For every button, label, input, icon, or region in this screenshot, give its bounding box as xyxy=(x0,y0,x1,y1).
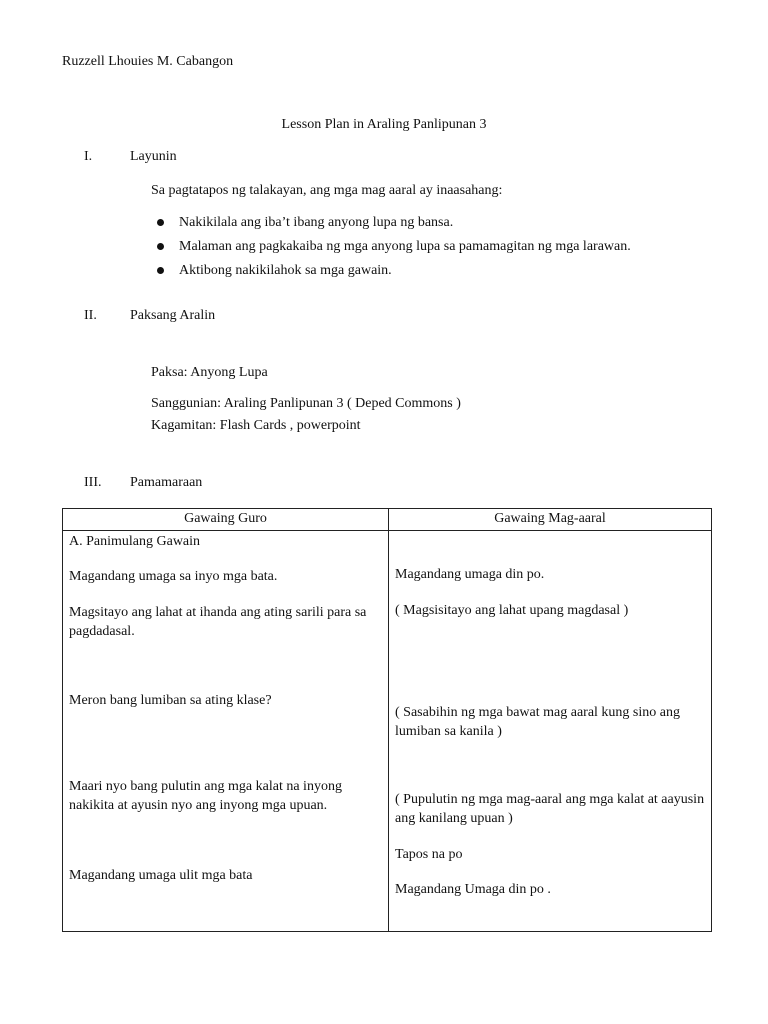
section-1-numeral: I. xyxy=(84,149,93,164)
teacher-line: Meron bang lumiban sa ating klase? xyxy=(69,693,272,708)
objectives-intro: Sa pagtatapos ng talakayan, ang mga mag aaral ay inaasahang: xyxy=(151,183,503,198)
section-3-numeral: III. xyxy=(84,475,102,490)
author-name: Ruzzell Lhouies M. Cabangon xyxy=(62,54,234,69)
header-teacher: Gawaing Guro xyxy=(63,509,389,531)
table-row xyxy=(63,531,712,932)
section-1-title: Layunin xyxy=(130,149,177,164)
teacher-line: Magsitayo ang lahat at ihanda ang ating sarili para sa pagdadasal. xyxy=(69,605,367,639)
objective-item: Nakikilala ang iba’t ibang anyong lupa ng bansa. xyxy=(157,214,631,238)
section-2-title: Paksang Aralin xyxy=(130,308,216,323)
student-line: Magandang Umaga din po . xyxy=(395,882,551,897)
section-3-title: Pamamaraan xyxy=(130,475,203,490)
subject-sanggunian: Sanggunian: Araling Panlipunan 3 ( Deped Commons ) xyxy=(151,396,461,411)
table-header-row xyxy=(63,509,712,531)
teacher-line: Magandang umaga ulit mga bata xyxy=(69,868,253,883)
procedure-table xyxy=(62,508,712,932)
teacher-line: A. Panimulang Gawain xyxy=(69,534,201,549)
student-line: Tapos na po xyxy=(395,847,463,862)
objective-item: Malaman ang pagkakaiba ng mga anyong lupa sa pamamagitan ng mga larawan. xyxy=(157,238,631,262)
objective-item: Aktibong nakikilahok sa mga gawain. xyxy=(157,262,631,286)
student-line: ( Pupulutin ng mga mag-aaral ang mga kalat at aayusin ang kanilang upuan ) xyxy=(395,792,705,826)
subject-paksa: Paksa: Anyong Lupa xyxy=(151,365,268,380)
section-2-numeral: II. xyxy=(84,308,97,323)
student-line: Magandang umaga din po. xyxy=(395,567,545,582)
student-line: ( Sasabihin ng mga bawat mag aaral kung sino ang lumiban sa kanila ) xyxy=(395,705,680,739)
teacher-line: Maari nyo bang pulutin ang mga kalat na inyong nakikita at ayusin nyo ang inyong mga upuan. xyxy=(69,779,342,813)
objectives-list xyxy=(157,214,631,286)
teacher-line: Magandang umaga sa inyo mga bata. xyxy=(69,569,278,584)
subject-kagamitan: Kagamitan: Flash Cards , powerpoint xyxy=(151,418,361,433)
header-student: Gawaing Mag-aaral xyxy=(389,509,712,531)
student-cell xyxy=(389,531,712,932)
student-line: ( Magsisitayo ang lahat upang magdasal ) xyxy=(395,603,629,618)
document-title: Lesson Plan in Araling Panlipunan 3 xyxy=(281,117,487,132)
teacher-cell xyxy=(63,531,389,932)
